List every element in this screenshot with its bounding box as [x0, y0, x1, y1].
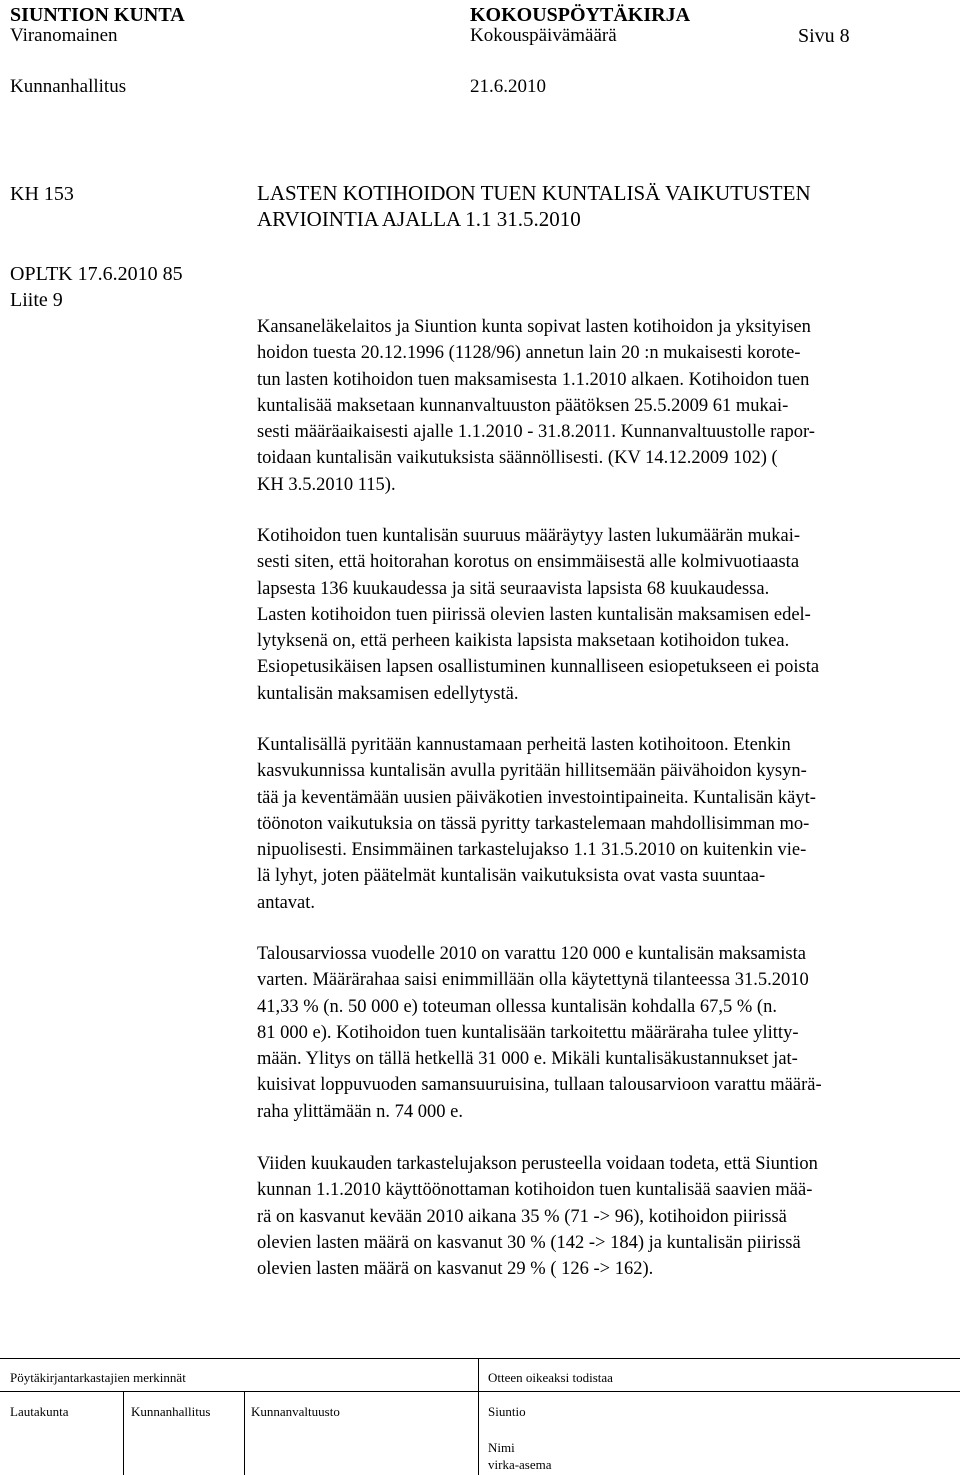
paragraph-background — [257, 314, 947, 498]
page-number: Sivu 8 — [798, 25, 850, 47]
footer-signature-table — [0, 1358, 960, 1475]
text-line: antavat. — [257, 892, 316, 913]
section-title-line: LASTEN KOTIHOIDON TUEN KUNTALISÄ VAIKUTUSTEN — [257, 181, 811, 205]
text-line: KH 3.5.2010 115). — [257, 474, 396, 495]
text-line: olevien lasten määrä on kasvanut 29 % ( 126 -> 162). — [257, 1259, 654, 1280]
text-line: 81 000 e). Kotihoidon tuen kuntalisään tarkoitettu määräraha tulee ylitty- — [257, 1022, 799, 1043]
authority-label: Viranomainen — [10, 25, 118, 46]
board-label: Kunnanhallitus — [131, 1404, 211, 1419]
text-line: Esiopetusikäisen lapsen osallistuminen kunnalliseen esiopetukseen ei poista — [257, 657, 820, 678]
inspectors-label: Pöytäkirjantarkastajien merkinnät — [10, 1370, 186, 1385]
text-line: kuntalisää maksetaan kunnanvaltuuston päätöksen 25.5.2009 61 mukai- — [257, 395, 789, 416]
organization-name: SIUNTION KUNTA — [10, 4, 185, 26]
text-line: Lasten kotihoidon tuen piirissä olevien lasten kuntalisän maksamisen edel- — [257, 604, 811, 625]
text-line: Kuntalisällä pyritään kannustamaan perheitä lasten kotihoitoon. Etenkin — [257, 735, 791, 755]
text-line: mään. Ylitys on tällä hetkellä 31 000 e. Mikäli kuntalisäkustannukset jat- — [257, 1049, 798, 1070]
text-line: sesti määräaikaisesti ajalle 1.1.2010 - 31.8.2011. Kunnanvaltuustolle rapor- — [257, 422, 815, 443]
authority-name: Kunnanhallitus — [10, 76, 127, 97]
section-title-line: ARVIOINTIA AJALLA 1.1 31.5.2010 — [257, 207, 581, 231]
text-line: lytyksenä on, että perheen kaikista lapsista maksetaan kotihoidon tukea. — [257, 631, 790, 652]
text-line: rä on kasvanut kevään 2010 aikana 35 % (71 -> 96), kotihoidon piirissä — [257, 1206, 787, 1227]
board-label: Kunnanvaltuusto — [251, 1404, 340, 1419]
attachment-label: Liite 9 — [10, 289, 63, 311]
text-line: varten. Määrärahaa saisi enimmillään olla käytettynä tilanteessa 31.5.2010 — [257, 970, 809, 991]
text-line: tun lasten kotihoidon tuen maksamisesta 1.1.2010 alkaen. Kotihoidon tuen — [257, 369, 810, 390]
text-line: Kotihoidon tuen kuntalisän suuruus määräytyy lasten lukumäärän mukai- — [257, 526, 801, 546]
section-number: KH 153 — [10, 183, 74, 205]
text-line: kuisivat loppuvuoden samansuuruisina, tullaan talousarvioon varattu määrä- — [257, 1075, 822, 1096]
footer-row-divider — [0, 1391, 960, 1392]
certified-label: Otteen oikeaksi todistaa — [488, 1370, 613, 1385]
footer-center-divider — [478, 1358, 479, 1475]
meeting-date: 21.6.2010 — [470, 76, 546, 97]
text-line: sesti siten, että hoitorahan korotus on ensimmäisestä alle kolmivuotiaasta — [257, 552, 800, 573]
footer-top-border — [0, 1358, 960, 1359]
paragraph-budget — [257, 941, 947, 1125]
section-title — [257, 180, 811, 232]
text-line: 41,33 % (n. 50 000 e) toteuman ollessa kuntalisän kohdalla 67,5 % (n. — [257, 996, 777, 1017]
paragraph-supplement-amount — [257, 523, 947, 707]
text-line: Kansaneläkelaitos ja Siuntion kunta sopivat lasten kotihoidon ja yksityisen — [257, 317, 811, 337]
footer-column-divider — [244, 1391, 245, 1475]
board-label: Lautakunta — [10, 1404, 69, 1419]
text-line: tää ja keventämään uusien päiväkotien investointipaineita. Kuntalisän käyt- — [257, 787, 816, 808]
job-title-label: virka-asema — [488, 1457, 552, 1472]
paragraph-conclusion — [257, 1151, 947, 1282]
name-label: Nimi — [488, 1440, 515, 1455]
text-line: kunnan 1.1.2010 käyttöönottaman kotihoidon tuen kuntalisää saavien mää- — [257, 1180, 813, 1201]
text-line: olevien lasten määrä on kasvanut 30 % (142 -> 184) ja kuntalisän piirissä — [257, 1232, 801, 1253]
text-line: lä lyhyt, joten päätelmät kuntalisän vaikutuksista ovat vasta suuntaa- — [257, 866, 766, 887]
footer-column-divider — [123, 1391, 124, 1475]
text-line: toidaan kuntalisän vaikutuksista säännöllisesti. (KV 14.12.2009 102) ( — [257, 448, 778, 469]
document-type: KOKOUSPÖYTÄKIRJA — [470, 4, 691, 26]
text-line: raha ylittämään n. 74 000 e. — [257, 1101, 464, 1122]
section-reference: OPLTK 17.6.2010 85 — [10, 263, 183, 285]
paragraph-goals — [257, 732, 947, 916]
text-line: hoidon tuesta 20.12.1996 (1128/96) annetun lain 20 :n mukaisesti korote- — [257, 343, 801, 364]
meeting-date-label: Kokouspäivämäärä — [470, 25, 617, 46]
text-line: nipuolisesti. Ensimmäinen tarkastelujakso 1.1 31.5.2010 on kuitenkin vie- — [257, 840, 807, 861]
text-line: töönoton vaikutuksia on tässä pyritty tarkastelemaan mahdollisimman mo- — [257, 813, 810, 834]
text-line: kuntalisän maksamisen edellytystä. — [257, 683, 519, 704]
text-line: kasvukunnissa kuntalisän avulla pyritään hillitsemään päivähoidon kysyn- — [257, 761, 807, 782]
text-line: lapsesta 136 kuukaudessa ja sitä seuraavista lapsista 68 kuukaudessa. — [257, 578, 770, 599]
text-line: Viiden kuukauden tarkastelujakson perusteella voidaan todeta, että Siuntion — [257, 1154, 818, 1174]
place-label: Siuntio — [488, 1404, 526, 1419]
text-line: Talousarviossa vuodelle 2010 on varattu 120 000 e kuntalisän maksamista — [257, 944, 806, 964]
